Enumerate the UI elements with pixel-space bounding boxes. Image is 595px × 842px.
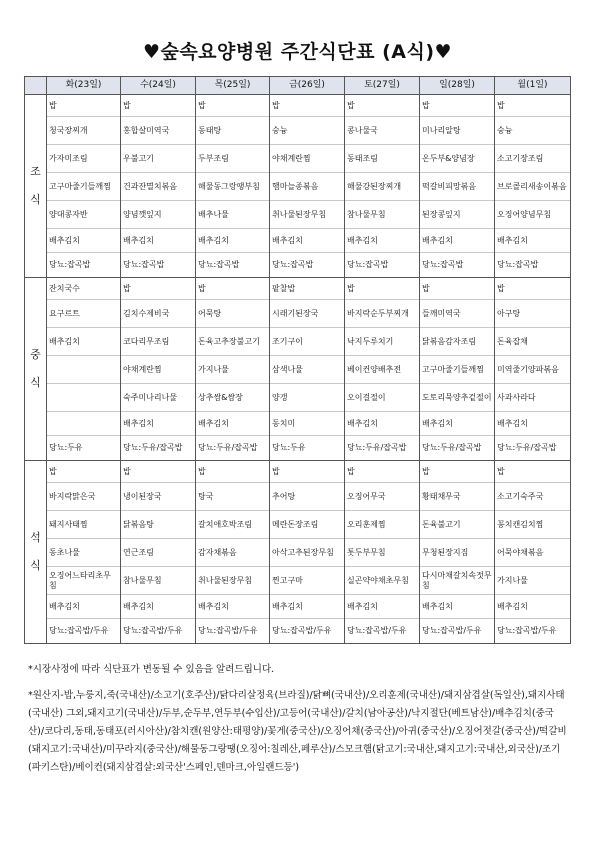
- meal-label-char: 조: [30, 165, 41, 178]
- menu-item: 우불고기: [121, 145, 195, 173]
- meal-row: [25, 278, 571, 461]
- menu-item: 당뇨:잡곡밥/두유: [272, 626, 332, 636]
- menu-item: 동치미: [270, 412, 344, 436]
- menu-item-list: [47, 461, 120, 643]
- menu-item: 오이걸절이: [345, 384, 419, 412]
- menu-item: 바지락순두부찌개: [345, 300, 419, 328]
- menu-item: 참나물무침: [121, 567, 195, 595]
- menu-item: 감자채볶음: [196, 539, 269, 567]
- menu-item-list: [270, 95, 344, 277]
- menu-cell: [270, 461, 345, 644]
- origin-info: *원산지-밥,누룽지,죽(국내산)/소고기(호주산)/닭다리살정육(브라질)/닭뼈(국내산)/오리훈제(국내산)/돼지삼겹살(독일산),돼지사태(국내산) 그외,돼지고기(국내산)/두부,순두부,연두부(수입산)/고등어(국내산)/갈치(남아공산)/낙지절단(베트남산)/배추김치(중국산)/코다리,동태,동태포(러시아산)/참치캔(원양산:태평양)/꽃게(중국산)/오징어채(중국산)/아귀(중국산)/오징어젓갈(중국산)/떡갈비(돼지고기:국내산)/미꾸라지(중국산)/해물동그랑땡(오징어:칠레산,페루산)/스모크햄(닭고기:국내산,돼지고기:국내산,외국산)/조기(파키스탄)/베이컨(돼지삼겹살:외국산'스페인,덴마크,아일랜드등'): [28, 690, 567, 773]
- menu-item: 밥: [121, 278, 195, 300]
- menu-item: 브로콜리새송이볶음: [495, 173, 570, 201]
- menu-item-list: [270, 461, 344, 643]
- menu-item: 양념깻잎지: [121, 201, 195, 229]
- menu-item: 연근조림: [121, 539, 195, 567]
- menu-item: 밥: [121, 461, 195, 483]
- meal-label-char: 석: [30, 531, 41, 544]
- menu-item: 배추김치: [47, 595, 120, 619]
- menu-item: 된장콩잎지: [420, 201, 494, 229]
- menu-item: 추어탕: [270, 483, 344, 511]
- menu-item: 취나물된장무침: [270, 201, 344, 229]
- header-corner: [25, 77, 47, 95]
- menu-item: [47, 412, 120, 436]
- menu-item: 김치수제비국: [121, 300, 195, 328]
- menu-cell: [47, 95, 121, 278]
- meal-label-char: 식: [30, 376, 41, 389]
- menu-cell: [196, 461, 270, 644]
- menu-item: 해물동그랑땡부침: [196, 173, 269, 201]
- menu-item: 당뇨:잡곡밥: [422, 260, 464, 270]
- menu-item: 당뇨:두유/잡곡밥: [422, 443, 482, 453]
- menu-item: 배추김치: [270, 229, 344, 253]
- menu-item: 삼색나물: [270, 356, 344, 384]
- menu-item: 톳두부무침: [345, 539, 419, 567]
- menu-item: 가지나물: [196, 356, 269, 384]
- menu-item: 상추쌈&쌈장: [196, 384, 269, 412]
- menu-item: 찐고구마: [270, 567, 344, 595]
- menu-item: 밥: [495, 278, 570, 300]
- meal-row: [25, 95, 571, 278]
- menu-cell: [420, 278, 495, 461]
- menu-item-list: [121, 95, 195, 277]
- meal-label-char: 식: [30, 193, 41, 206]
- menu-item: 당뇨:두유: [272, 443, 306, 453]
- menu-item: 배추김치: [196, 412, 269, 436]
- menu-item: 미역줄기양파볶음: [495, 356, 570, 384]
- menu-item: 잔치국수: [47, 278, 120, 300]
- menu-cell: [345, 278, 420, 461]
- page-title: ♥숲속요양병원 주간식단표 (A식)♥: [142, 41, 453, 63]
- menu-item: 당뇨:잡곡밥: [272, 260, 314, 270]
- menu-item: 밥: [270, 461, 344, 483]
- menu-item: 당뇨:잡곡밥: [497, 260, 539, 270]
- menu-item: 밥: [270, 95, 344, 117]
- menu-item: 숭늉: [270, 117, 344, 145]
- meal-label-char: 식: [30, 559, 41, 572]
- menu-item: 배추김치: [495, 412, 570, 436]
- menu-item: 실곤약야채초무침: [345, 567, 419, 595]
- menu-item: 무청된장지짐: [420, 539, 494, 567]
- meal-label: [25, 278, 47, 461]
- menu-item: 사과사라다: [495, 384, 570, 412]
- menu-item: 오리훈제찜: [345, 511, 419, 539]
- menu-item-list: [420, 278, 494, 460]
- menu-item: 야채계란찜: [121, 356, 195, 384]
- menu-item-list: [420, 95, 494, 277]
- menu-item: 당뇨:잡곡밥: [347, 260, 389, 270]
- menu-item: 꽁치캔김치찜: [495, 511, 570, 539]
- meal-row: [25, 461, 571, 644]
- menu-item: 아삭고추된장무침: [270, 539, 344, 567]
- menu-item: 오징어느타리초무침: [47, 567, 120, 595]
- menu-item: 돈육불고기: [420, 511, 494, 539]
- menu-item: 밥: [196, 95, 269, 117]
- change-notice: *시장사정에 따라 식단표가 변동될 수 있음을 알려드립니다.: [28, 664, 275, 675]
- day-header: 화(23일): [47, 77, 121, 95]
- menu-item: 당뇨:두유: [49, 443, 83, 453]
- menu-item: 시래기된장국: [270, 300, 344, 328]
- menu-item: 해물강된장찌개: [345, 173, 419, 201]
- menu-item: 당뇨:잡곡밥/두유: [347, 626, 407, 636]
- menu-item: 소고기장조림: [495, 145, 570, 173]
- menu-item: 배추김치: [196, 595, 269, 619]
- menu-item: 다시마채갈치속젓무침: [420, 567, 494, 595]
- menu-item: 밥: [47, 461, 120, 483]
- menu-item: 돈육잡채: [495, 328, 570, 356]
- menu-cell: [495, 461, 571, 644]
- menu-item: 양갱: [270, 384, 344, 412]
- menu-item: 탕국: [196, 483, 269, 511]
- menu-item: 오징어양념무침: [495, 201, 570, 229]
- day-header: 수(24일): [121, 77, 196, 95]
- menu-item-list: [47, 278, 120, 460]
- menu-item: 숙주미나리나물: [121, 384, 195, 412]
- meal-label: [25, 95, 47, 278]
- menu-item: 당뇨:잡곡밥/두유: [49, 626, 109, 636]
- menu-item: 배추김치: [420, 595, 494, 619]
- menu-cell: [47, 278, 121, 461]
- menu-item: 밥: [47, 95, 120, 117]
- menu-item: 들깨미역국: [420, 300, 494, 328]
- menu-item-list: [47, 95, 120, 277]
- menu-item-list: [420, 461, 494, 643]
- menu-item: [47, 384, 120, 412]
- menu-item: 밥: [420, 95, 494, 117]
- meal-label-char: 중: [30, 348, 41, 361]
- menu-item: 고구마줄기들깨찜: [47, 173, 120, 201]
- menu-item-list: [121, 278, 195, 460]
- menu-item: 어묵탕: [196, 300, 269, 328]
- day-header: 금(26일): [270, 77, 345, 95]
- menu-item: 도토리묵양추겉절이: [420, 384, 494, 412]
- menu-item: 황태채무국: [420, 483, 494, 511]
- menu-cell: [121, 461, 196, 644]
- menu-item: 배추김치: [495, 229, 570, 253]
- menu-item: 배추김치: [345, 229, 419, 253]
- menu-item: 밥: [196, 278, 269, 300]
- menu-cell: [121, 95, 196, 278]
- menu-item: [47, 356, 120, 384]
- menu-item-list: [345, 95, 419, 277]
- menu-cell: [345, 95, 420, 278]
- menu-item: 햄마늘종볶음: [270, 173, 344, 201]
- menu-item: 밥: [495, 461, 570, 483]
- weekly-menu-table: [24, 76, 571, 644]
- menu-item: 당뇨:잡곡밥/두유: [198, 626, 258, 636]
- menu-item: 당뇨:잡곡밥: [49, 260, 91, 270]
- menu-item: 가지나물: [495, 567, 570, 595]
- menu-item: 밥: [196, 461, 269, 483]
- menu-cell: [495, 95, 571, 278]
- menu-item: 당뇨:잡곡밥/두유: [497, 626, 557, 636]
- menu-item: 오징어무국: [345, 483, 419, 511]
- menu-item: 온두부&양념장: [420, 145, 494, 173]
- menu-item-list: [345, 278, 419, 460]
- menu-item: 밥: [345, 278, 419, 300]
- menu-cell: [47, 461, 121, 644]
- menu-item: 두부조림: [196, 145, 269, 173]
- menu-item: 콩나물국: [345, 117, 419, 145]
- menu-item: 조기구이: [270, 328, 344, 356]
- menu-item: 배추김치: [121, 412, 195, 436]
- menu-item: 밥: [121, 95, 195, 117]
- menu-item: 당뇨:잡곡밥: [123, 260, 165, 270]
- menu-item: 밥: [345, 95, 419, 117]
- menu-item: 숭늉: [495, 117, 570, 145]
- menu-cell: [420, 461, 495, 644]
- menu-item: 팥찰밥: [270, 278, 344, 300]
- menu-item: 홍합살미역국: [121, 117, 195, 145]
- menu-item: 배추김치: [47, 229, 120, 253]
- menu-item: 돼지사태찜: [47, 511, 120, 539]
- menu-item: 바지락맑은국: [47, 483, 120, 511]
- menu-item: 밥: [420, 461, 494, 483]
- menu-item: 건과잔멸치볶음: [121, 173, 195, 201]
- menu-item-list: [495, 278, 570, 460]
- menu-item-list: [196, 95, 269, 277]
- menu-cell: [270, 278, 345, 461]
- menu-item: 어묵야채볶음: [495, 539, 570, 567]
- menu-item: 미나리알탕: [420, 117, 494, 145]
- day-header-row: [25, 77, 571, 95]
- menu-item: 당뇨:잡곡밥: [198, 260, 240, 270]
- menu-item: 베이컨양배추전: [345, 356, 419, 384]
- menu-item-list: [196, 278, 269, 460]
- menu-item: 양대콩자반: [47, 201, 120, 229]
- menu-item-list: [196, 461, 269, 643]
- day-header: 목(25일): [196, 77, 270, 95]
- menu-item: 배추나물: [196, 201, 269, 229]
- menu-item: 당뇨:두유/잡곡밥: [497, 443, 557, 453]
- day-header: 토(27일): [345, 77, 420, 95]
- menu-cell: [196, 95, 270, 278]
- menu-item: 돈육고추장불고기: [196, 328, 269, 356]
- menu-item: 가자미조림: [47, 145, 120, 173]
- menu-item: 밥: [345, 461, 419, 483]
- menu-item: 참나물무침: [345, 201, 419, 229]
- menu-item: 당뇨:잡곡밥/두유: [422, 626, 482, 636]
- menu-item: 배추김치: [420, 229, 494, 253]
- menu-item: 배추김치: [196, 229, 269, 253]
- menu-item: 청국장찌개: [47, 117, 120, 145]
- menu-item: 동태탕: [196, 117, 269, 145]
- menu-item: 취나물된장무침: [196, 567, 269, 595]
- menu-item: 소고기숙주국: [495, 483, 570, 511]
- menu-item: 요구르트: [47, 300, 120, 328]
- menu-item: 낙지두루치기: [345, 328, 419, 356]
- menu-item-list: [495, 461, 570, 643]
- menu-item: 아구탕: [495, 300, 570, 328]
- menu-item: 배추김치: [47, 328, 120, 356]
- meal-label: [25, 461, 47, 644]
- menu-item: 배추김치: [420, 412, 494, 436]
- menu-item: 당뇨:두유/잡곡밥: [123, 443, 183, 453]
- menu-item-list: [121, 461, 195, 643]
- menu-item-list: [495, 95, 570, 277]
- menu-item: 당뇨:두유/잡곡밥: [198, 443, 258, 453]
- menu-item: 갈치애호박조림: [196, 511, 269, 539]
- menu-cell: [345, 461, 420, 644]
- menu-item: 코다리무조림: [121, 328, 195, 356]
- menu-cell: [196, 278, 270, 461]
- menu-item: 밥: [495, 95, 570, 117]
- menu-item: 배추김치: [121, 229, 195, 253]
- menu-item: 고구마줄기들깨찜: [420, 356, 494, 384]
- menu-item: 닭볶음탕: [121, 511, 195, 539]
- menu-item: 야채계란찜: [270, 145, 344, 173]
- menu-item: 배추김치: [270, 595, 344, 619]
- notes: [28, 661, 568, 777]
- menu-item: 동태조림: [345, 145, 419, 173]
- menu-item: 동초나물: [47, 539, 120, 567]
- menu-item: 배추김치: [345, 412, 419, 436]
- menu-item: 메란돈장조림: [270, 511, 344, 539]
- menu-item: 닭볶음감자조림: [420, 328, 494, 356]
- menu-cell: [420, 95, 495, 278]
- menu-cell: [121, 278, 196, 461]
- menu-item-list: [345, 461, 419, 643]
- menu-cell: [495, 278, 571, 461]
- menu-item: 배추김치: [495, 595, 570, 619]
- menu-item: 배추김치: [345, 595, 419, 619]
- day-header: 일(28일): [420, 77, 495, 95]
- menu-item: 당뇨:잡곡밥/두유: [123, 626, 183, 636]
- menu-cell: [270, 95, 345, 278]
- menu-item: 떡갈비피망볶음: [420, 173, 494, 201]
- day-header: 월(1일): [495, 77, 571, 95]
- menu-item: 당뇨:두유/잡곡밥: [347, 443, 407, 453]
- menu-item: 냉이된장국: [121, 483, 195, 511]
- menu-item: 배추김치: [121, 595, 195, 619]
- menu-item: 밥: [420, 278, 494, 300]
- menu-item-list: [270, 278, 344, 460]
